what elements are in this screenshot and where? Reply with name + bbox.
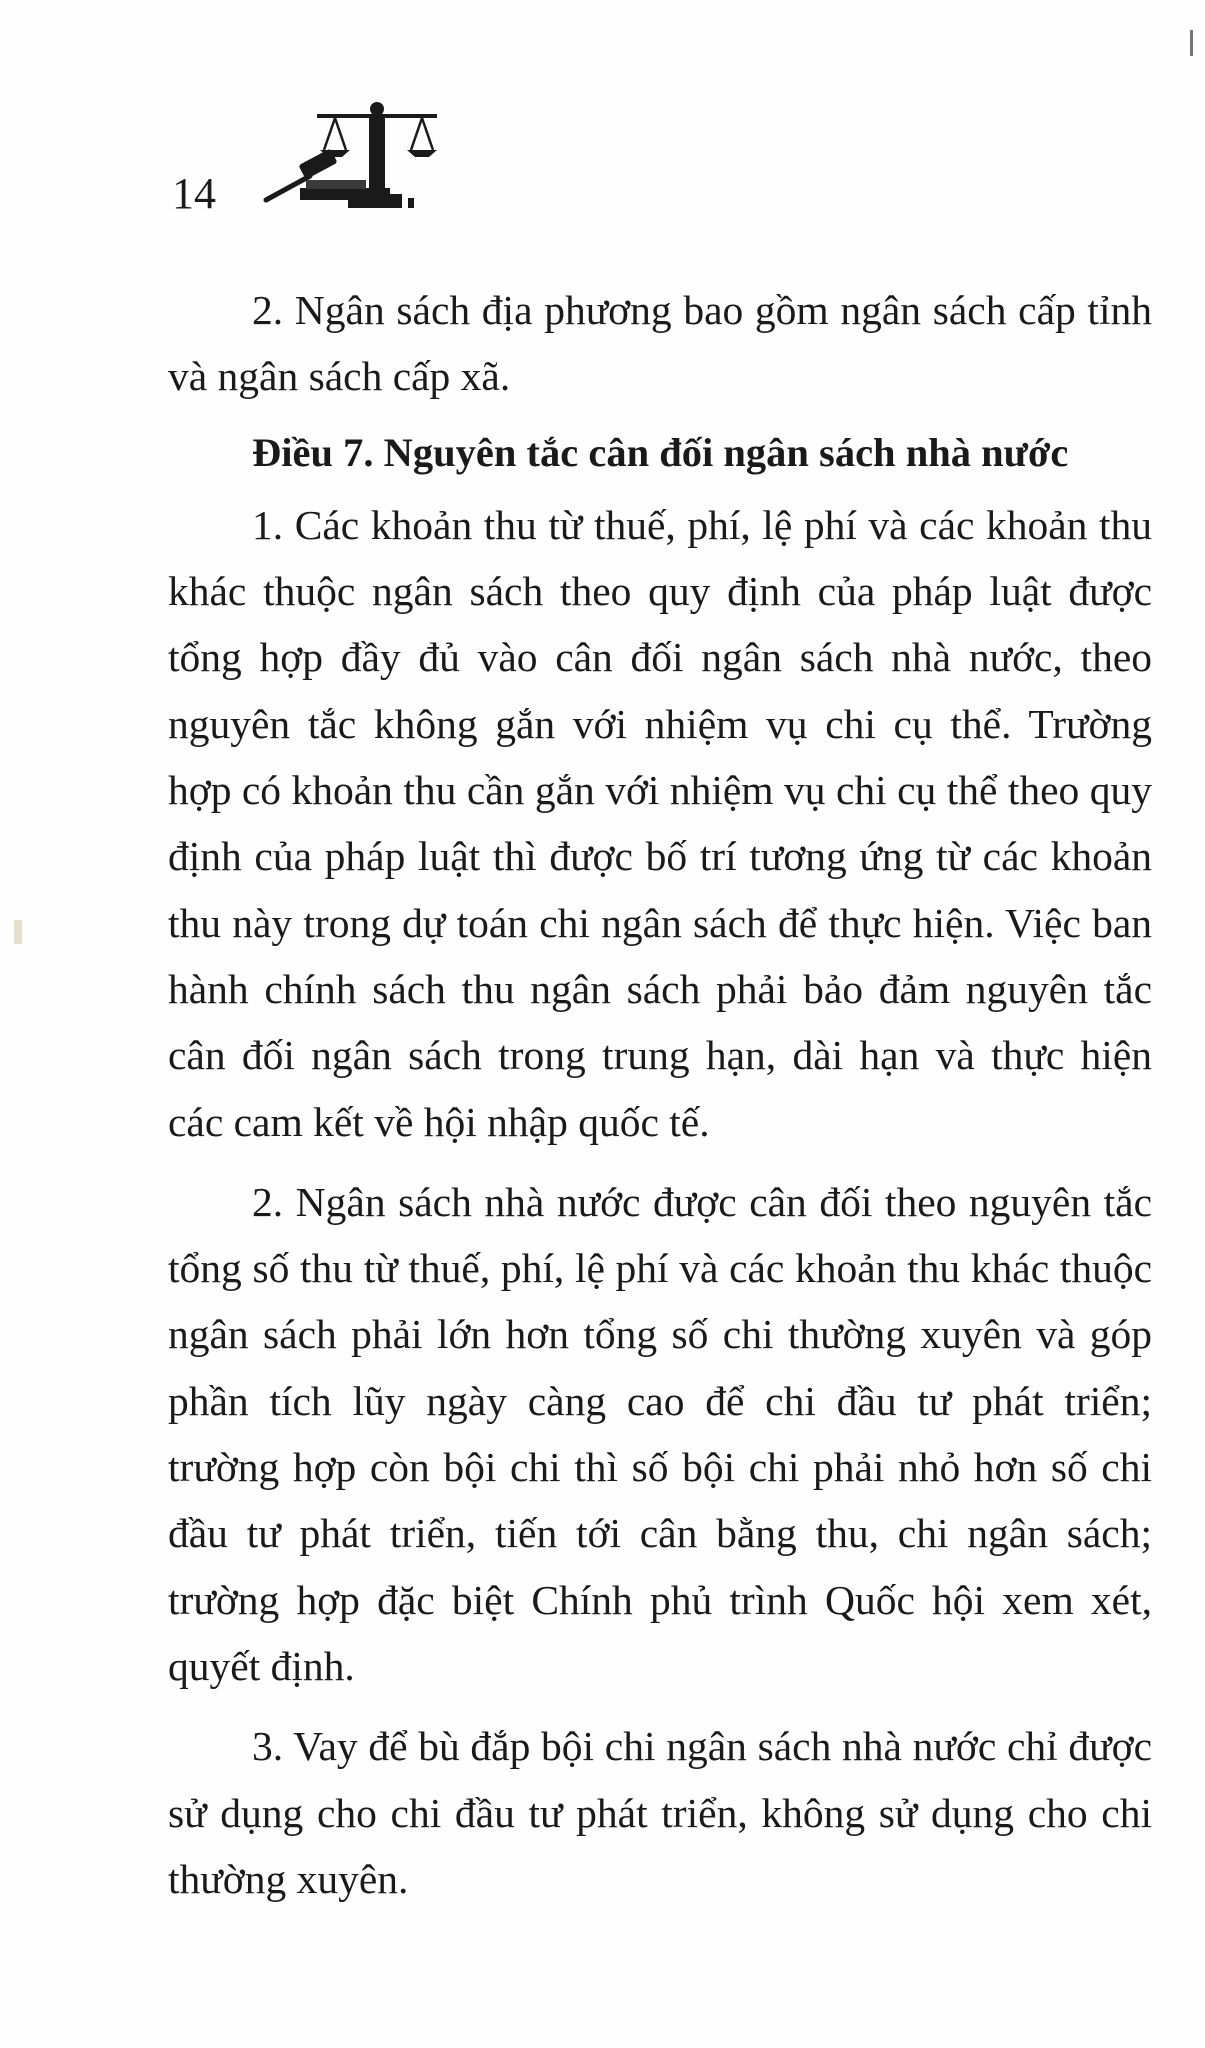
scales-of-justice-and-gavel-icon <box>262 100 447 220</box>
paragraph-clause-1: 1. Các khoản thu từ thuế, phí, lệ phí và các khoản thu khác thuộc ngân sách theo quy định của pháp luật được tổng hợp đầy đủ vào cân đối ngân sách nhà nước, theo nguyên tắc không gắn với nhiệm vụ chi cụ thể. Trường hợp có khoản thu cần gắn với nhiệm vụ chi cụ thể theo quy định của pháp luật thì được bố trí tương ứng từ các khoản thu này trong dự toán chi ngân sách để thực hiện. Việc ban hành chính sách thu ngân sách phải bảo đảm nguyên tắc cân đối ngân sách trong trung hạn, dài hạn và thực hiện các cam kết về hội nhập quốc tế. <box>168 501 1152 1145</box>
page-header <box>172 100 472 230</box>
document-body <box>168 277 1152 1912</box>
paragraph-local-budget: 2. Ngân sách địa phương bao gồm ngân sách cấp tỉnh và ngân sách cấp xã. <box>168 287 1152 400</box>
paragraph-clause-2: 2. Ngân sách nhà nước được cân đối theo nguyên tắc tổng số thu từ thuế, phí, lệ phí và các khoản thu khác thuộc ngân sách phải lớn hơn tổng số chi thường xuyên và góp phần tích lũy ngày càng cao để chi đầu tư phát triển; trường hợp còn bội chi thì số bội chi phải nhỏ hơn số chi đầu tư phát triển, tiến tới cân bằng thu, chi ngân sách; trường hợp đặc biệt Chính phủ trình Quốc hội xem xét, quyết định. <box>168 1178 1152 1689</box>
margin-smudge <box>14 920 22 944</box>
paragraph-clause-3: 3. Vay để bù đắp bội chi ngân sách nhà nước chỉ được sử dụng cho chi đầu tư phát triển, không sử dụng cho chi thường xuyên. <box>168 1723 1152 1902</box>
page-number: 14 <box>172 169 216 218</box>
article-heading: Điều 7. Nguyên tắc cân đối ngân sách nhà nước <box>252 429 1069 475</box>
page-edge-mark <box>1190 30 1193 56</box>
